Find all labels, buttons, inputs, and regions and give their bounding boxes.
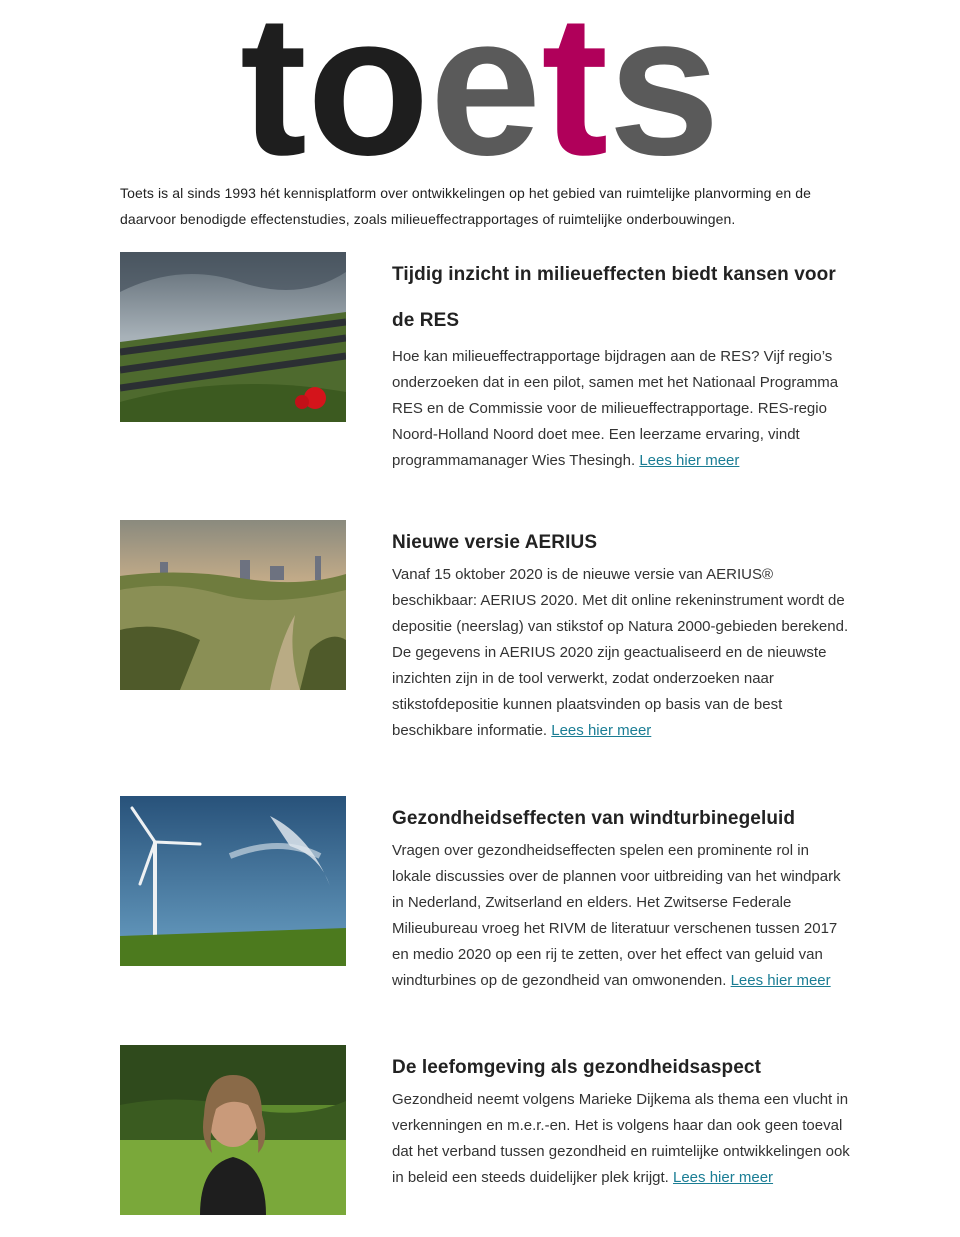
- logo-text: toets: [240, 8, 720, 178]
- portrait-woman-image[interactable]: [120, 1045, 346, 1215]
- article-title[interactable]: Gezondheidseffecten van windturbinegeluid: [392, 808, 796, 829]
- article-body: Hoe kan milieueffectrapportage bijdragen aan de RES? Vijf regio’s onderzoeken dat in een pilot, samen met het Nationaal Programma RES en de Commissie voor de milieueffectrapportage. RES-regio Noord-Holland Noord doet mee. Een leerzame ervaring, vindt programmamanager Wies Thesingh.: [392, 348, 839, 469]
- read-more-link[interactable]: Lees hier meer: [551, 722, 652, 739]
- solar-panels-poppy-image[interactable]: [120, 252, 346, 422]
- toets-logo: [0, 8, 960, 178]
- article-title[interactable]: De leefomgeving als gezondheidsaspect: [392, 1057, 762, 1078]
- read-more-link[interactable]: Lees hier meer: [673, 1169, 774, 1186]
- read-more-link[interactable]: Lees hier meer: [730, 972, 831, 989]
- dunes-city-skyline-image[interactable]: [120, 520, 346, 690]
- article-body: Vanaf 15 oktober 2020 is de nieuwe versie van AERIUS® beschikbaar: AERIUS 2020. Met dit online rekeninstrument wordt de depositie (neerslag) van stikstof op Natura 2000-gebieden berekend. De gegevens in AERIUS 2020 zijn geactualiseerd en de nieuwste inzichten zijn in de tool verwerkt, zodat onderzoeken naar stikstofdepositie kunnen plaatsvinden op basis van de best beschikbare informatie.: [392, 566, 849, 739]
- intro-text: Toets is al sinds 1993 hét kennisplatform over ontwikkelingen op het gebied van ruimtelijke planvorming en de daarvoor benodigde effectenstudies, zoals milieueffectrapportages of ruimtelijke onderbouwingen.: [120, 185, 812, 227]
- article-body: Gezondheid neemt volgens Marieke Dijkema als thema een vlucht in verkenningen en m.e.r.-en. Het is volgens haar dan ook geen toeval dat het verband tussen gezondheid en ruimtelijke ontwikkelingen ook in beleid een steeds duidelijker plek krijgt.: [392, 1091, 850, 1186]
- article-title[interactable]: Nieuwe versie AERIUS: [392, 532, 598, 553]
- read-more-link[interactable]: Lees hier meer: [639, 452, 740, 469]
- article-title[interactable]: Tijdig inzicht in milieueffecten biedt kansen voor de RES: [392, 264, 836, 331]
- article-body: Vragen over gezondheidseffecten spelen een prominente rol in lokale discussies over de plannen voor uitbreiding van het windpark in Nederland, Zwitserland en elders. Het Zwitserse Federale Milieubureau vroeg het RIVM de literatuur verschenen tussen 2017 en medio 2020 op een rij te zetten, over het effect van geluid van windturbines op de gezondheid van omwonenden.: [392, 842, 841, 989]
- wind-turbine-image[interactable]: [120, 796, 346, 966]
